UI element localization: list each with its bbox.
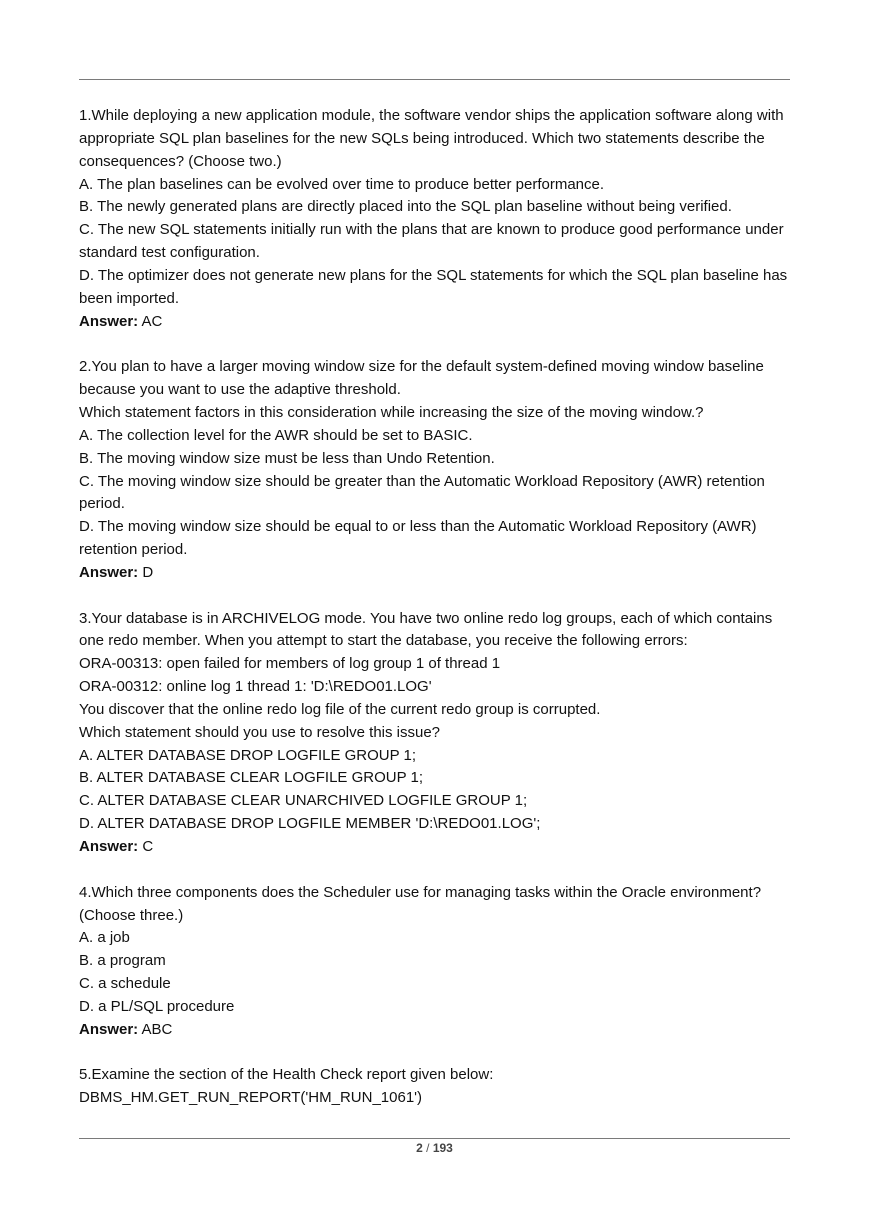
question-stem-line: 3.Your database is in ARCHIVELOG mode. You have two online redo log groups, each of which contains one redo member. When you attempt to start the database, you receive the following errors: xyxy=(79,609,773,650)
option-b: B. a program xyxy=(79,952,166,970)
question-4 xyxy=(79,882,791,1042)
page-separator: / xyxy=(422,1141,433,1155)
question-stem-line: Which statement factors in this consideration while increasing the size of the moving window.? xyxy=(79,403,704,421)
question-2 xyxy=(79,356,791,584)
question-stem-line: 4.Which three components does the Scheduler use for managing tasks within the Oracle environment? (Choose three.) xyxy=(79,883,762,924)
option-a: A. a job xyxy=(79,929,130,947)
option-d: D. a PL/SQL procedure xyxy=(79,997,235,1015)
header-rule xyxy=(79,79,790,80)
question-stem-line: Which statement should you use to resolve this issue? xyxy=(79,723,441,741)
option-b: B. The moving window size must be less than Undo Retention. xyxy=(79,449,495,467)
answer-label: Answer: xyxy=(79,563,139,581)
page-number xyxy=(0,1140,869,1156)
answer-label: Answer: xyxy=(79,312,139,330)
question-stem-line: You discover that the online redo log file of the current redo group is corrupted. xyxy=(79,700,601,718)
option-d: D. The moving window size should be equal to or less than the Automatic Workload Repository (AWR) retention period. xyxy=(79,518,757,559)
error-line: ORA-00313: open failed for members of log group 1 of thread 1 xyxy=(79,655,501,673)
current-page: 2 xyxy=(416,1141,423,1155)
option-a: A. The plan baselines can be evolved over time to produce better performance. xyxy=(79,175,605,193)
question-stem-line: 2.You plan to have a larger moving window size for the default system-defined moving window baseline because you want to use the adaptive threshold. xyxy=(79,358,764,399)
option-b: B. ALTER DATABASE CLEAR LOGFILE GROUP 1; xyxy=(79,769,423,787)
answer-value: D xyxy=(142,563,154,581)
answer-line xyxy=(79,311,791,334)
question-stem-line: 1.While deploying a new application module, the software vendor ships the application software along with appropriate SQL plan baselines for the new SQLs being introduced. Which two statements describe the consequences? (Choose two.) xyxy=(79,107,784,170)
error-line: ORA-00312: online log 1 thread 1: 'D:\REDO01.LOG' xyxy=(79,678,432,696)
total-pages: 193 xyxy=(432,1141,453,1155)
option-c: C. The moving window size should be greater than the Automatic Workload Repository (AWR) retention period. xyxy=(79,472,765,513)
option-c: C. The new SQL statements initially run with the plans that are known to produce good performance under standard test configuration. xyxy=(79,221,784,262)
option-c: C. ALTER DATABASE CLEAR UNARCHIVED LOGFILE GROUP 1; xyxy=(79,792,528,810)
option-d: D. ALTER DATABASE DROP LOGFILE MEMBER 'D:\REDO01.LOG'; xyxy=(79,815,541,833)
option-a: A. The collection level for the AWR should be set to BASIC. xyxy=(79,426,473,444)
question-3 xyxy=(79,608,791,859)
answer-label: Answer: xyxy=(79,1020,139,1038)
answer-value: AC xyxy=(141,312,163,330)
question-1 xyxy=(79,105,791,333)
answer-value: ABC xyxy=(141,1020,173,1038)
page-content xyxy=(79,105,791,1110)
option-d: D. The optimizer does not generate new plans for the SQL statements for which the SQL plan baseline has been imported. xyxy=(79,266,788,307)
answer-value: C xyxy=(142,838,154,855)
option-b: B. The newly generated plans are directly placed into the SQL plan baseline without being verified. xyxy=(79,198,732,216)
answer-label: Answer: xyxy=(79,838,139,855)
answer-line xyxy=(79,836,791,859)
option-c: C. a schedule xyxy=(79,975,171,993)
question-stem-line: 5.Examine the section of the Health Check report given below: xyxy=(79,1066,494,1084)
option-a: A. ALTER DATABASE DROP LOGFILE GROUP 1; xyxy=(79,746,417,764)
code-line: DBMS_HM.GET_RUN_REPORT('HM_RUN_1061') xyxy=(79,1089,423,1107)
footer-rule xyxy=(79,1138,790,1139)
question-5 xyxy=(79,1064,791,1110)
answer-line xyxy=(79,1019,791,1042)
answer-line xyxy=(79,562,791,585)
